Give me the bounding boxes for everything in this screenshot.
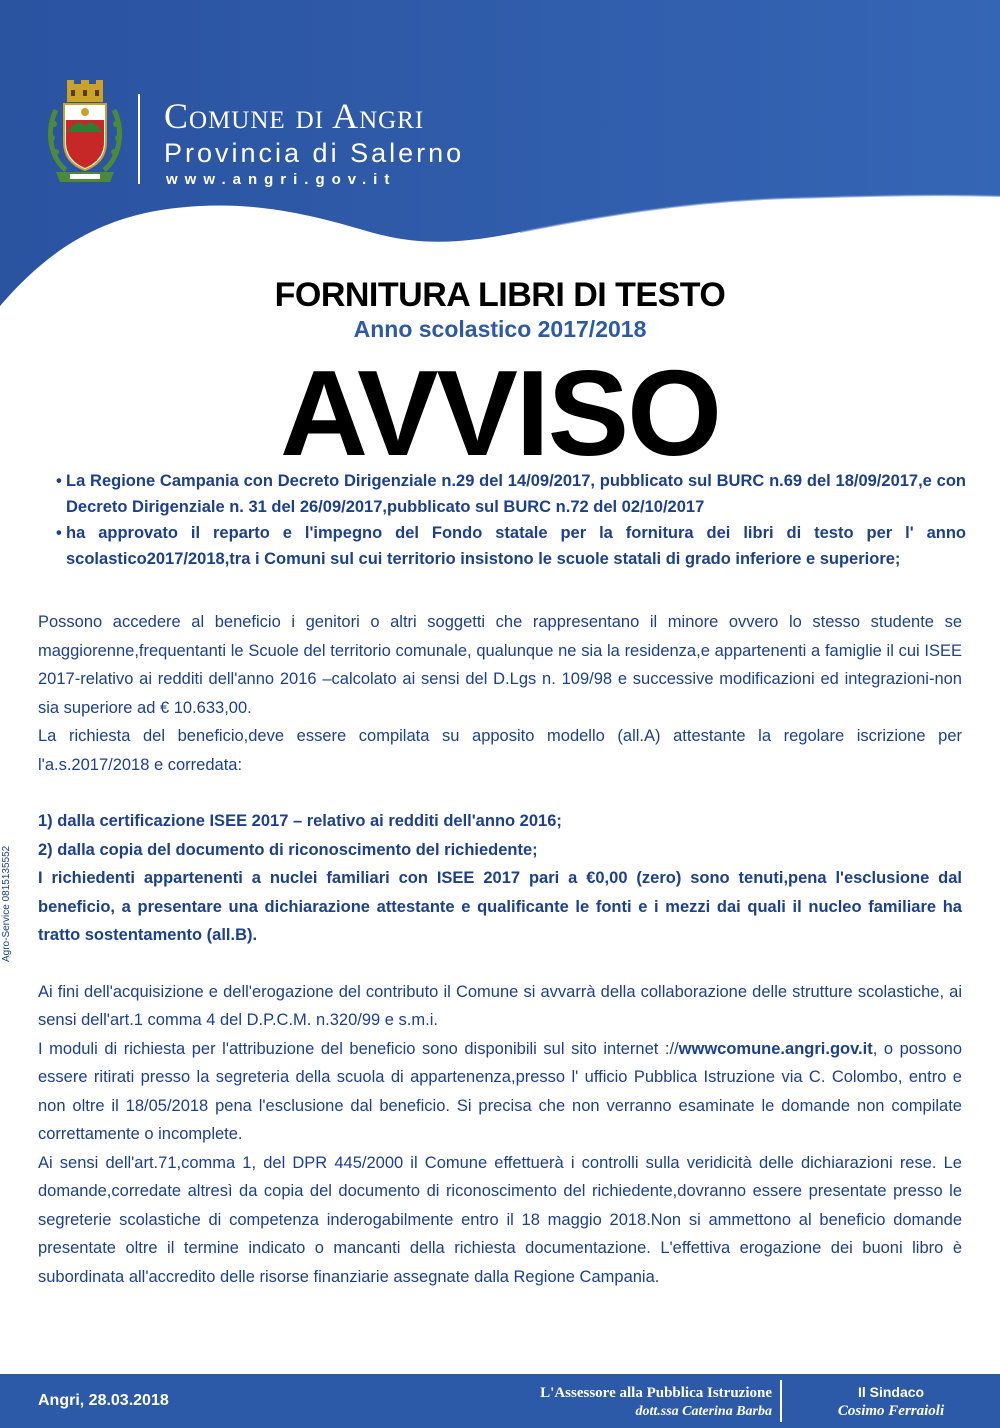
- list-item: • ha approvato il reparto e l'impegno del Fondo statale per la fornitura dei libri di testo per l' anno scolastico2017/2018,tra i Comuni sul cui territorio insistono le scuole statali di grado inferiore e superiore;: [56, 520, 966, 572]
- assessore-signature: [540, 1384, 772, 1420]
- footer-bar: [0, 1374, 1000, 1428]
- school-year: Anno scolastico 2017/2018: [353, 316, 647, 342]
- eligibility-paragraph: Possono accedere al beneficio i genitori o altri soggetti che rappresentano il minore ovvero lo stesso studente se maggiorenne,frequentanti le Scuole del territorio comunale, qualunque ne sia la residenza,e appartenenti a famiglie il cui ISEE 2017-relativo ai redditi dell'anno 2016 –calcolato ai sensi del D.Lgs n. 109/98 e successive modificazioni ed integrazioni-non sia superiore ad € 10.633,00.: [38, 613, 962, 717]
- header-banner: [0, 0, 1000, 320]
- assessore-name: dott.ssa Caterina Barba: [635, 1403, 772, 1419]
- notice-date: Angri, 28.03.2018: [38, 1392, 169, 1409]
- website-link[interactable]: www.angri.gov.it: [166, 171, 397, 188]
- decree-bullets: [56, 468, 966, 572]
- controls-paragraph: Ai sensi dell'art.71,comma 1, del DPR 445/2000 il Comune effettuerà i controlli sulla veridicità delle dichiarazioni rese. Le domande,corredate altresì da copia del documento di riconoscimento del richiedente,dovranno essere presentate presso le segreterie scolastiche di competenza inderogabilmente entro il 18 maggio 2018.Non si ammettono al beneficio domande presentate oltre il termine indicato o mancanti della richiesta documentazione. L'effettiva erogazione dei buoni libro è subordinata all'accredito delle risorse finanziarie assegnate dalla Regione Campania.: [38, 1153, 962, 1286]
- sindaco-signature: [782, 1384, 1000, 1420]
- zero-isee-paragraph: I richiedenti appartenenti a nuclei familiari con ISEE 2017 pari a €0,00 (zero) sono tenuti,pena l'esclusione dal beneficio, a presentare una dichiarazione attestante e qualificante le fonti e i mezzi dai quali il nucleo familiare ha tratto sostentamento (all.B).: [38, 869, 962, 944]
- header-divider: [138, 94, 140, 184]
- sindaco-title: Il Sindaco: [857, 1384, 925, 1400]
- notice-heading: AVVISO: [280, 345, 720, 481]
- sindaco-name: Cosimo Ferraioli: [837, 1402, 945, 1419]
- requirement-item-1: 1) dalla certificazione ISEE 2017 – relativo ai redditi dell'anno 2016;: [38, 812, 562, 830]
- collaboration-paragraph: Ai fini dell'acquisizione e dell'erogazione del contributo il Comune si avvarrà della collaborazione delle strutture scolastiche, ai sensi dell'art.1 comma 4 del D.P.C.M. n.320/99 e s.m.i.: [38, 982, 962, 1029]
- list-item: • La Regione Campania con Decreto Dirigenziale n.29 del 14/09/2017, pubblicato sul BURC n.69 del 18/09/2017,e con Decreto Dirigenziale n. 31 del 26/09/2017,pubblicato sul BURC n.72 del 02/10/2017: [56, 468, 966, 520]
- notice-title: FORNITURA LIBRI DI TESTO: [274, 276, 726, 314]
- forms-paragraph: I moduli di richiesta per l'attribuzione del beneficio sono disponibili sul sito internet ://wwwcomune.angri.gov.it, o possono essere ritirati presso la segreteria della scuola di appartenenza,presso l' ufficio Pubblica Istruzione via C. Colombo, entro e non oltre il 18/05/2018 pena l'esclusione dal beneficio. Si precisa che non verranno esaminate le domande non compilate correttamente o incomplete.: [38, 1039, 962, 1143]
- province-name: Provincia di Salerno: [164, 138, 465, 168]
- requirement-item-2: 2) dalla copia del documento di riconoscimento del richiedente;: [38, 840, 538, 859]
- municipality-name: Comune di Angri: [164, 96, 425, 136]
- coat-of-arms-icon: [44, 80, 126, 188]
- notice-body: [38, 608, 962, 1291]
- forms-website-link[interactable]: wwwcomune.angri.gov.it: [678, 1039, 873, 1058]
- printer-credit: Agro-Service 0815135552: [1, 845, 12, 962]
- request-paragraph: La richiesta del beneficio,deve essere compilata su apposito modello (all.A) attestante la regolare iscrizione per l'a.s.2017/2018 e corredata:: [38, 727, 962, 774]
- assessore-title: L'Assessore alla Pubblica Istruzione: [540, 1385, 772, 1401]
